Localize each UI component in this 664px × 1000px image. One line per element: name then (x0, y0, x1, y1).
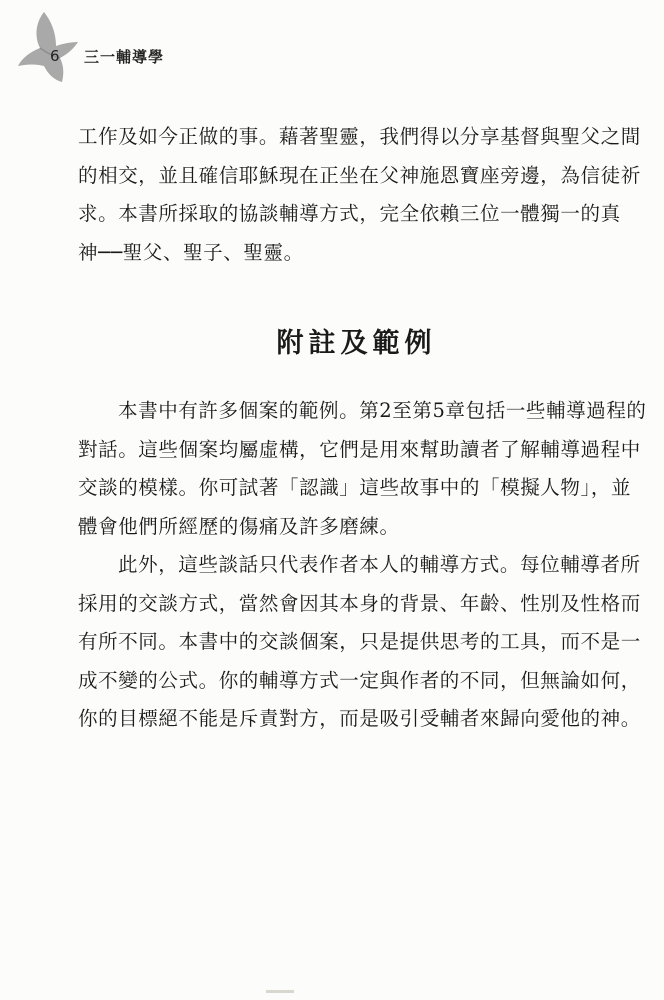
text-line: 你的目標絕不能是斥責對方，而是吸引受輔者來歸向愛他的神。 (78, 707, 641, 730)
text-line: 工作及如今正做的事。藉著聖靈，我們得以分享基督與聖父之間 (78, 125, 641, 148)
text-line: 此外，這些談話只代表作者本人的輔導方式。每位輔導者所 (118, 553, 641, 576)
text-line: 的相交，並且確信耶穌現在正坐在父神施恩寶座旁邊，為信徒祈 (78, 163, 641, 187)
paragraph-3 (78, 546, 641, 739)
text-line: 有所不同。本書中的交談個案，只是提供思考的工具，而不是一 (78, 630, 641, 653)
page-bottom-mark (266, 990, 294, 993)
text-line: 求。本書所採取的協談輔導方式，完全依賴三位一體獨一的真 (78, 202, 621, 225)
text-line: 體會他們所經歷的傷痛及許多磨練。 (78, 514, 400, 538)
page-body (78, 118, 647, 739)
section-heading: 附註及範例 (276, 328, 437, 359)
dove-icon (14, 8, 84, 88)
page-header (0, 0, 664, 100)
text-line: 本書中有許多個案的範例。第2至第5章包括一些輔導過程的 (118, 399, 647, 422)
text-line: 交談的模樣。你可試著「認識」這些故事中的「模擬人物」，並 (78, 476, 632, 499)
text-line: 對話。這些個案均屬虛構，它們是用來幫助讀者了解輔導過程中 (78, 437, 641, 461)
text-line: 採用的交談方式，當然會因其本身的背景、年齡、性別及性格而 (78, 591, 641, 615)
paragraph-2 (78, 392, 647, 546)
running-head: 三一輔導學 (84, 48, 165, 66)
text-line: 神──聖父、聖子、聖靈。 (78, 240, 304, 264)
text-line: 成不變的公式。你的輔導方式一定與作者的不同，但無論如何， (78, 668, 641, 692)
page-number: 6 (50, 47, 60, 65)
paragraph-1 (78, 118, 641, 272)
